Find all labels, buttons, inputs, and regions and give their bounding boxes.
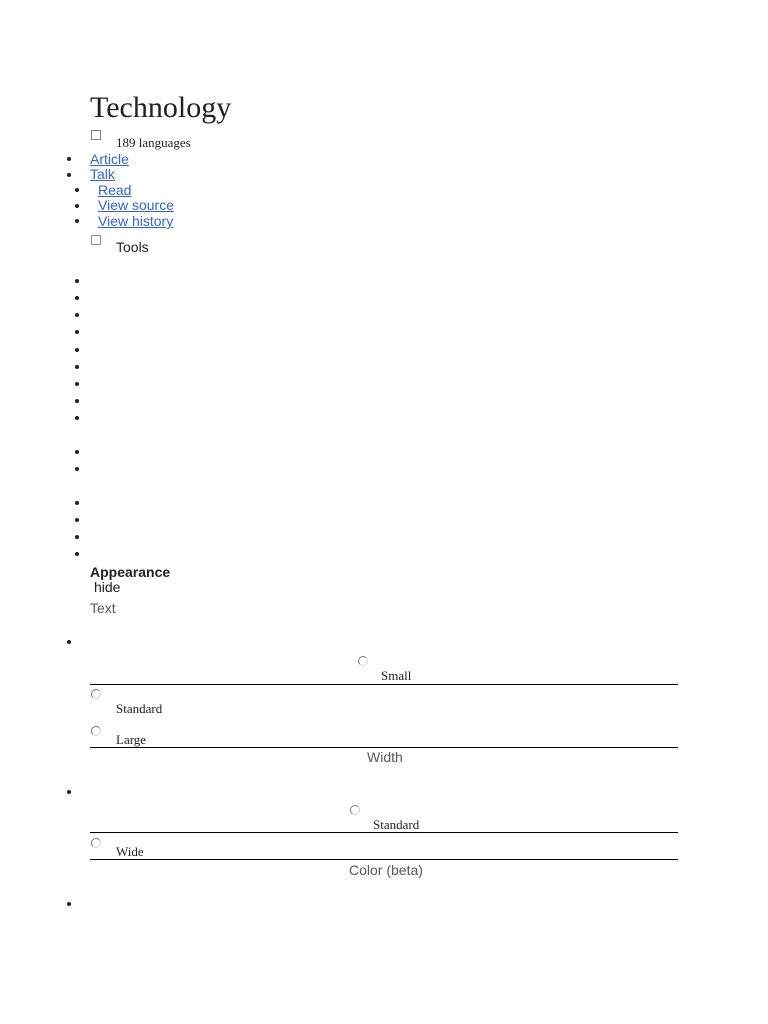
width-label: Width bbox=[367, 749, 403, 765]
list-bullet bbox=[75, 552, 79, 556]
width-wide-label[interactable]: Wide bbox=[116, 844, 144, 859]
list-bullet bbox=[75, 219, 79, 223]
appearance-heading: Appearance bbox=[90, 564, 171, 580]
divider bbox=[90, 684, 678, 685]
text-size-standard-radio[interactable] bbox=[91, 689, 101, 699]
list-bullet bbox=[67, 173, 71, 177]
divider bbox=[90, 747, 678, 748]
tab-view-source[interactable]: View source bbox=[98, 197, 175, 213]
text-size-small-label[interactable]: Small bbox=[381, 668, 412, 683]
list-bullet bbox=[75, 416, 79, 420]
list-bullet bbox=[75, 330, 79, 334]
list-bullet bbox=[67, 157, 71, 161]
text-size-large-label[interactable]: Large bbox=[116, 732, 147, 747]
tab-article[interactable]: Article bbox=[90, 151, 129, 167]
text-size-small-radio[interactable] bbox=[358, 656, 368, 666]
width-wide-radio[interactable] bbox=[91, 838, 101, 848]
width-standard-label[interactable]: Standard bbox=[373, 817, 420, 832]
divider bbox=[90, 859, 678, 860]
text-size-label: Text bbox=[90, 600, 116, 616]
list-bullet bbox=[75, 399, 79, 403]
list-bullet bbox=[67, 902, 71, 906]
list-bullet bbox=[67, 640, 71, 644]
list-bullet bbox=[67, 790, 71, 794]
list-bullet bbox=[75, 467, 79, 471]
list-bullet bbox=[75, 348, 79, 352]
list-bullet bbox=[75, 365, 79, 369]
tab-view-history[interactable]: View history bbox=[98, 213, 174, 229]
languages-checkbox[interactable] bbox=[91, 130, 101, 140]
list-bullet bbox=[75, 382, 79, 386]
divider bbox=[90, 832, 678, 833]
tab-read[interactable]: Read bbox=[98, 182, 132, 198]
list-bullet bbox=[75, 204, 79, 208]
tab-talk[interactable]: Talk bbox=[90, 166, 115, 182]
page-title: Technology bbox=[90, 91, 232, 124]
list-bullet bbox=[75, 450, 79, 454]
list-bullet bbox=[75, 501, 79, 505]
tools-label[interactable]: Tools bbox=[116, 239, 149, 255]
list-bullet bbox=[75, 535, 79, 539]
list-bullet bbox=[75, 296, 79, 300]
tools-checkbox[interactable] bbox=[91, 235, 101, 245]
text-size-standard-label[interactable]: Standard bbox=[116, 701, 163, 716]
width-standard-radio[interactable] bbox=[350, 805, 360, 815]
list-bullet bbox=[75, 279, 79, 283]
list-bullet bbox=[75, 313, 79, 317]
list-bullet bbox=[75, 188, 79, 192]
list-bullet bbox=[75, 518, 79, 522]
languages-label[interactable]: 189 languages bbox=[116, 135, 191, 150]
text-size-large-radio[interactable] bbox=[91, 726, 101, 736]
color-label: Color (beta) bbox=[349, 862, 423, 878]
appearance-hide-button[interactable]: hide bbox=[94, 579, 121, 595]
